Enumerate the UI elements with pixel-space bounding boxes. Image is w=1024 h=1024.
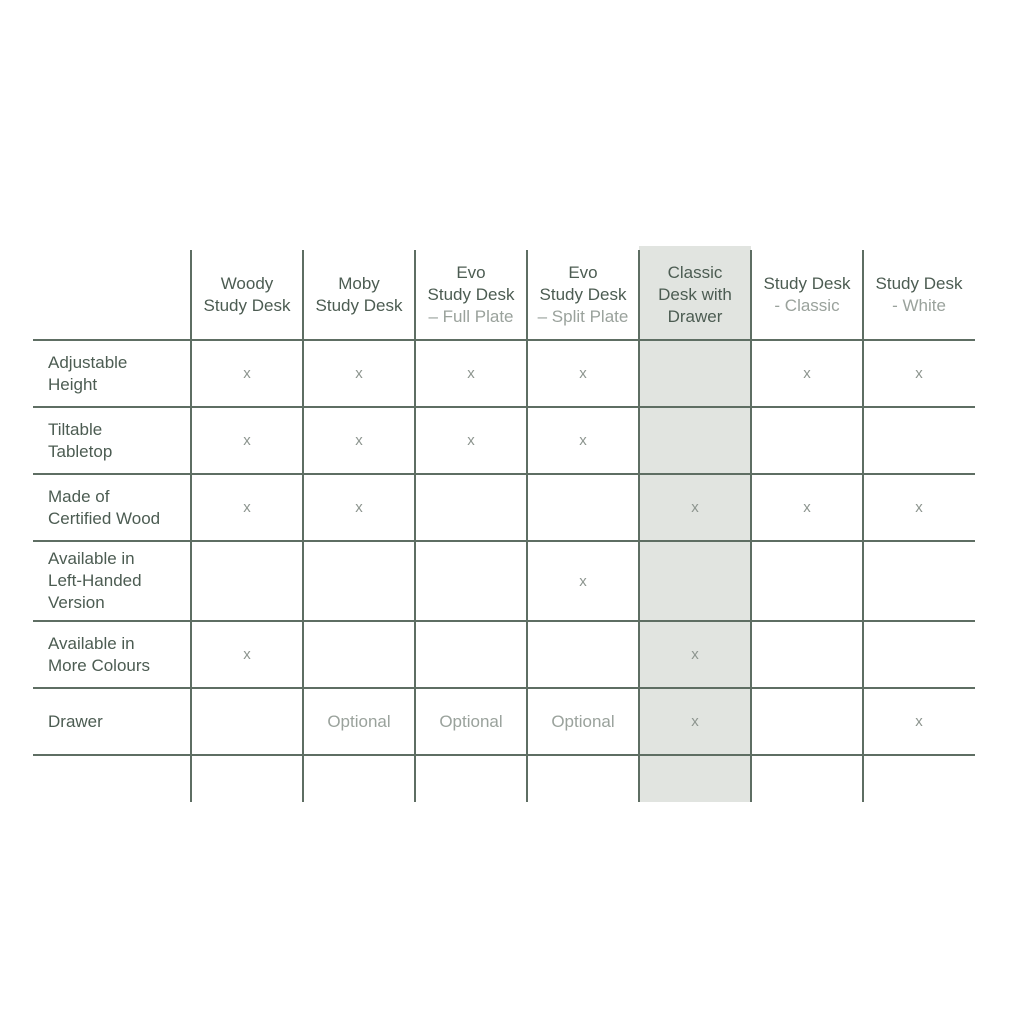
table-cell: Optional <box>439 711 503 731</box>
row-label-line: Version <box>48 593 105 612</box>
table-cell <box>751 621 863 688</box>
row-label-line: Available in <box>48 549 135 568</box>
column-header-line: Woody <box>220 274 274 293</box>
column-header-line: Classic <box>667 263 723 282</box>
column-header-subtitle: - Classic <box>774 296 840 315</box>
table-cell <box>527 474 639 541</box>
table-cell: Optional <box>551 711 615 731</box>
table-cell <box>751 541 863 621</box>
column-header <box>303 250 415 340</box>
check-mark: x <box>915 365 923 382</box>
column-header-line: Drawer <box>667 307 723 326</box>
column-header-line: Moby <box>338 274 380 293</box>
row-label-text <box>48 711 103 733</box>
table-cell <box>191 688 303 755</box>
column-header-line: Study Desk <box>539 285 627 304</box>
column-header <box>639 250 751 340</box>
column-header-subtitle: - White <box>892 296 946 315</box>
table-cell <box>527 621 639 688</box>
row-label-text <box>48 486 160 530</box>
column-header <box>751 250 863 340</box>
check-mark: x <box>803 365 811 382</box>
column-header-line: Evo <box>456 263 486 282</box>
check-mark: x <box>915 713 923 730</box>
row-label-line: Drawer <box>48 711 103 731</box>
row-label-line: Available in <box>48 633 135 653</box>
check-mark: x <box>243 499 251 516</box>
row-label <box>33 688 191 755</box>
column-header-subtitle: – Split Plate <box>537 307 629 326</box>
check-mark: x <box>803 499 811 516</box>
check-mark: x <box>467 432 475 449</box>
column-header <box>191 250 303 340</box>
check-mark: x <box>915 499 923 516</box>
table-cell <box>751 407 863 474</box>
row-label-text <box>48 352 127 396</box>
check-mark: x <box>355 499 363 516</box>
row-label-line: Adjustable <box>48 352 128 372</box>
row-label <box>33 340 191 407</box>
check-mark: x <box>243 432 251 449</box>
row-label-line: Left-Handed <box>48 571 142 590</box>
column-header-line: Study Desk <box>203 296 291 315</box>
table-cell <box>303 621 415 688</box>
row-label-line: More Colours <box>48 655 151 675</box>
table-cell <box>303 541 415 621</box>
row-label-line: Tiltable <box>48 419 103 439</box>
row-label <box>33 541 191 621</box>
table-cell <box>639 541 751 621</box>
row-label <box>33 474 191 541</box>
column-header-line: Study Desk <box>763 274 851 293</box>
row-label-line: Certified Wood <box>48 508 161 528</box>
column-header <box>415 250 527 340</box>
column-header-line: Study Desk <box>875 274 963 293</box>
row-label <box>33 621 191 688</box>
table-cell <box>751 688 863 755</box>
check-mark: x <box>691 499 699 516</box>
table-cell <box>863 407 975 474</box>
row-label-text <box>48 633 150 677</box>
row-label-line: Height <box>48 374 98 394</box>
row-label-line: Made of <box>48 486 110 506</box>
check-mark: x <box>355 365 363 382</box>
check-mark: x <box>467 365 475 382</box>
check-mark: x <box>691 646 699 663</box>
column-header-line: Study Desk <box>427 285 515 304</box>
column-header <box>863 250 975 340</box>
row-label <box>33 407 191 474</box>
table-cell <box>639 340 751 407</box>
column-header <box>527 250 639 340</box>
table-cell <box>191 541 303 621</box>
check-mark: x <box>691 713 699 730</box>
row-label-text <box>48 419 112 463</box>
table-cell <box>863 541 975 621</box>
check-mark: x <box>579 432 587 449</box>
column-header-line: Study Desk <box>315 296 403 315</box>
row-label-line: Tabletop <box>48 441 113 461</box>
table-cell <box>863 621 975 688</box>
check-mark: x <box>243 365 251 382</box>
check-mark: x <box>579 572 587 590</box>
row-label-text <box>48 548 142 614</box>
check-mark: x <box>579 365 587 382</box>
check-mark: x <box>243 646 251 663</box>
column-header-line: Desk with <box>658 285 732 304</box>
table-cell <box>415 541 527 621</box>
column-header-line: Evo <box>568 263 598 282</box>
column-header-subtitle: – Full Plate <box>428 307 514 326</box>
table-cell <box>415 621 527 688</box>
table-cell: Optional <box>327 711 391 731</box>
table-cell <box>415 474 527 541</box>
table-cell <box>639 407 751 474</box>
check-mark: x <box>355 432 363 449</box>
